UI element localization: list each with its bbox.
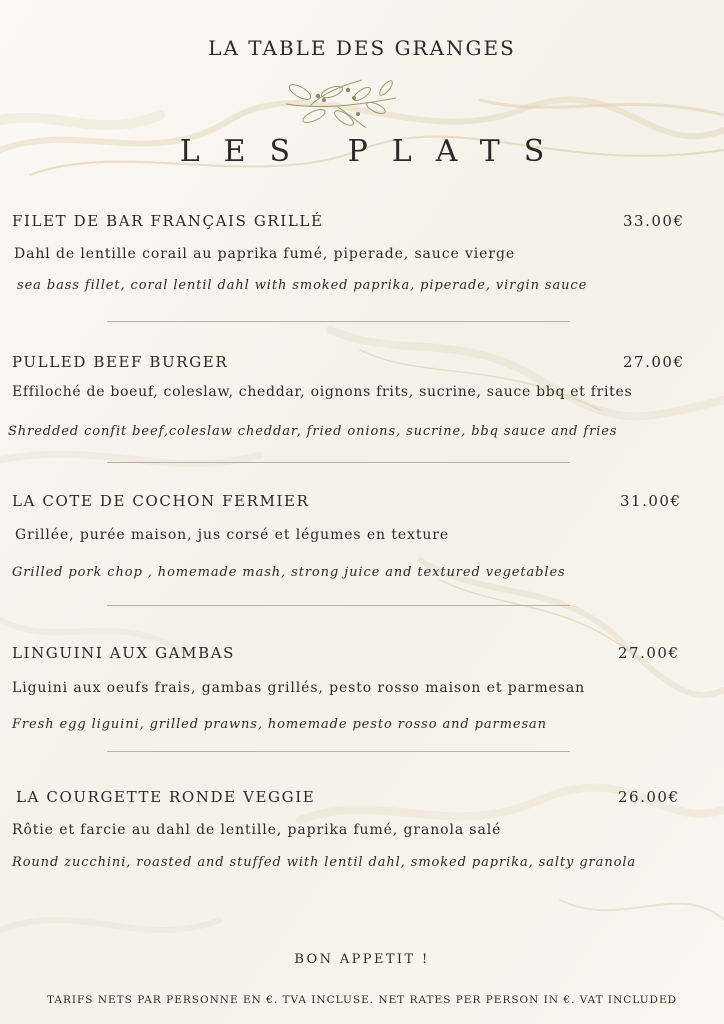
dish-price: 26.00€ (618, 788, 680, 806)
dish-description-fr: Dahl de lentille corail au paprika fumé, piperade, sauce vierge (14, 246, 516, 262)
divider (107, 321, 570, 322)
dish-description-en: Shredded confit beef,coleslaw cheddar, fried onions, sucrine, bbq sauce and fries (8, 424, 618, 439)
dish-description-fr: Effiloché de boeuf, coleslaw, cheddar, oignons frits, sucrine, sauce bbq et frites (12, 384, 633, 400)
divider (107, 751, 570, 752)
dish-description-en: Grilled pork chop , homemade mash, strong juice and textured vegetables (12, 565, 566, 580)
dish-name: LA COURGETTE RONDE VEGGIE (16, 788, 316, 806)
dish-name: FILET DE BAR FRANÇAIS GRILLÉ (12, 212, 324, 230)
dish-name: LA COTE DE COCHON FERMIER (12, 492, 310, 510)
section-title: LES PLATS (179, 134, 569, 169)
olive-branch-icon (282, 74, 400, 132)
dish-description-en: Round zucchini, roasted and stuffed with lentil dahl, smoked paprika, salty granola (12, 855, 637, 870)
dish-price: 27.00€ (618, 644, 680, 662)
dish-description-fr: Grillée, purée maison, jus corsé et légumes en texture (15, 527, 450, 543)
divider (107, 605, 570, 606)
dish-description-fr: Liguini aux oeufs frais, gambas grillés, pesto rosso maison et parmesan (12, 680, 586, 696)
dish-description-fr: Rôtie et farcie au dahl de lentille, paprika fumé, granola salé (12, 822, 502, 838)
dish-price: 33.00€ (623, 212, 685, 230)
divider (107, 462, 570, 463)
restaurant-name: LA TABLE DES GRANGES (208, 36, 516, 60)
dish-description-en: sea bass fillet, coral lentil dahl with smoked paprika, piperade, virgin sauce (17, 278, 588, 293)
closing-message: BON APPETIT ! (294, 952, 430, 967)
dish-name: LINGUINI AUX GAMBAS (12, 644, 236, 662)
dish-price: 31.00€ (620, 492, 682, 510)
dish-name: PULLED BEEF BURGER (12, 353, 229, 371)
dish-description-en: Fresh egg liguini, grilled prawns, homemade pesto rosso and parmesan (12, 717, 547, 732)
dish-price: 27.00€ (623, 353, 685, 371)
pricing-footer: TARIFS NETS PAR PERSONNE EN €. TVA INCLUSE. NET RATES PER PERSON IN €. VAT INCLUDED (46, 994, 678, 1006)
